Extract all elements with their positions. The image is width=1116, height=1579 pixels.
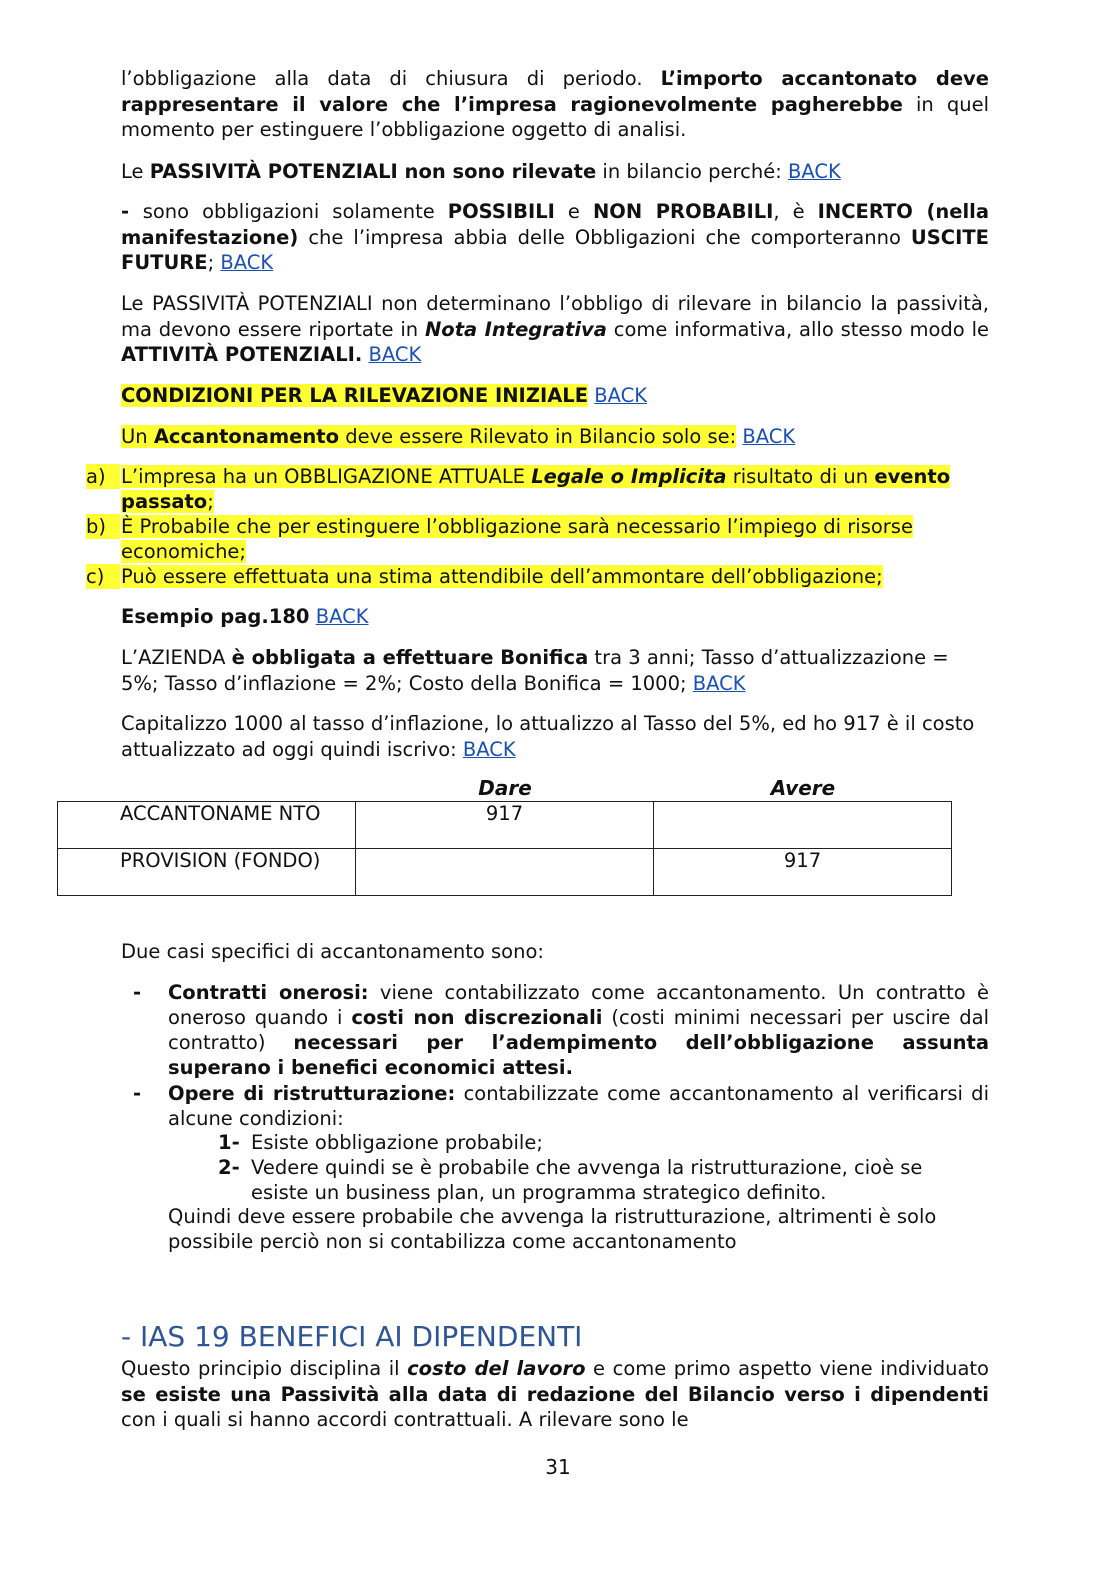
bold-text: PASSIVITÀ POTENZIALI non sono rilevate [149, 160, 597, 183]
bold-text: Accantonamento [153, 425, 339, 448]
bold-text: evento passato [121, 465, 951, 513]
list-marker: c) [86, 564, 120, 589]
table-cell-dare [356, 849, 654, 896]
text: ; [207, 251, 221, 274]
text: risultato di un [726, 465, 875, 488]
text: e [554, 200, 593, 223]
list-marker: 1- [218, 1131, 240, 1154]
paragraph-potential-liabilities [121, 159, 989, 185]
table-row [58, 802, 952, 849]
condition-item-b [86, 514, 986, 564]
text: ; [207, 490, 214, 513]
column-header-dare: Dare [478, 776, 532, 800]
bold-text: Contratti onerosi: [168, 981, 369, 1004]
table-cell-avere [654, 802, 952, 849]
text: Un [121, 425, 154, 448]
step-text: Esiste obbligazione probabile; [251, 1131, 543, 1154]
table-cell-dare: 917 [356, 802, 654, 849]
case-restructuring [121, 1081, 989, 1131]
back-link[interactable]: BACK [788, 160, 841, 183]
bold-text: NON PROBABILI [592, 200, 774, 223]
condition-item-c [86, 564, 986, 589]
back-link[interactable]: BACK [462, 737, 516, 761]
back-link[interactable]: BACK [315, 605, 369, 628]
text: Le PASSIVITÀ POTENZIALI non determinano l’obbligo di rilevare in bilancio la passività, ma devono essere riportate in [121, 292, 989, 341]
text: con i quali si hanno accordi contrattuali. A rilevare sono le [121, 1408, 689, 1431]
text: viene contabilizzato come accantonamento. Un contratto è oneroso quando i [168, 981, 989, 1029]
journal-entry-table [57, 801, 952, 896]
bold-text: se esiste una Passività alla data di redazione del Bilancio verso i dipendenti [121, 1382, 989, 1406]
heading-initial-recognition [121, 383, 989, 409]
back-link[interactable]: BACK [692, 671, 746, 695]
condition-item-a [86, 464, 986, 514]
list-marker: - [133, 981, 142, 1004]
paragraph-possible-obligations [121, 199, 989, 276]
highlighted-heading: CONDIZIONI PER LA RILEVAZIONE INIZIALE [121, 384, 589, 407]
step-item-2 [218, 1155, 978, 1205]
text: sono obbligazioni solamente [142, 200, 448, 223]
text: Capitalizzo 1000 al tasso d’inflazione, lo attualizzo al Tasso del 5%, ed ho 917 è il costo attualizzato ad oggi quindi iscrivo: [121, 712, 975, 761]
section-title: - IAS 19 BENEFICI AI DIPENDENTI [121, 1320, 583, 1353]
text: in quel momento per estinguere l’obbligazione oggetto di analisi. [121, 92, 990, 141]
paragraph-ias19 [121, 1356, 989, 1433]
bold-text: L’importo accantonato deve rappresentare il valore che l’impresa ragionevolmente pagherebbe [121, 67, 989, 116]
bold-text: INCERTO (nella manifestazione) [121, 200, 990, 249]
text: L’impresa ha un OBBLIGAZIONE ATTUALE [121, 465, 532, 488]
bold-italic-text: Legale o Implicita [531, 465, 727, 488]
text: l’obbligazione alla data di chiusura di periodo. [121, 67, 661, 90]
paragraph-nota-integrativa [121, 291, 989, 368]
back-link[interactable]: BACK [594, 384, 648, 407]
bold-italic-text: Nota Integrativa [424, 317, 607, 341]
list-marker: b) [86, 514, 120, 539]
text: tra 3 anni; Tasso d’attualizzazione = 5%; Tasso d’inflazione = 2%; Costo della Bonifica = 1000; [121, 646, 949, 695]
text: Può essere effettuata una stima attendibile dell’ammontare dell’obbligazione; [121, 565, 883, 588]
bold-italic-text: costo del lavoro [407, 1357, 586, 1380]
text: L’AZIENDA [121, 646, 232, 669]
example-heading [121, 604, 989, 630]
text: Le [121, 160, 150, 183]
table-cell-label: ACCANTONAME NTO [58, 802, 356, 849]
bold-text: USCITE FUTURE [121, 225, 989, 274]
bold-text: necessari per l’adempimento dell’obbligazione assunta superano i benefici economici attesi. [168, 1031, 989, 1079]
bold-text: POSSIBILI [447, 200, 555, 223]
text: (costi minimi necessari per uscire dal contratto) [168, 1006, 990, 1054]
bold-text: Opere di ristrutturazione: [168, 1082, 456, 1105]
paragraph-two-cases: Due casi specifici di accantonamento sono: [121, 940, 544, 963]
paragraph-obligation-value [121, 66, 989, 143]
table-cell-label: PROVISION (FONDO) [58, 849, 356, 896]
back-link[interactable]: BACK [220, 251, 274, 274]
page-number: 31 [545, 1455, 571, 1479]
text: Questo principio disciplina il [121, 1357, 408, 1380]
text: in bilancio perché: [596, 160, 788, 183]
list-marker: 2- [218, 1156, 240, 1179]
text: contabilizzate come accantonamento al verificarsi di alcune condizioni: [168, 1082, 989, 1130]
column-header-avere: Avere [770, 776, 836, 800]
back-link[interactable]: BACK [368, 343, 422, 366]
text: e come primo aspetto viene individuato [585, 1357, 989, 1380]
text: come informativa, allo stesso modo le [606, 317, 989, 341]
text: , è [773, 200, 818, 223]
text: deve essere Rilevato in Bilancio solo se: [339, 425, 737, 448]
text: che l’impresa abbia delle Obbligazioni che comporteranno [298, 225, 911, 249]
list-marker: - [133, 1082, 142, 1105]
bold-text: ATTIVITÀ POTENZIALI. [121, 343, 363, 366]
table-cell-avere: 917 [654, 849, 952, 896]
paragraph-example-data [121, 645, 989, 696]
paragraph-recognition-rule [121, 424, 989, 450]
bold-text: è obbligata a effettuare Bonifica [231, 646, 589, 669]
paragraph-restructuring-note: Quindi deve essere probabile che avvenga la ristrutturazione, altrimenti è solo possibile perciò non si contabilizza come accantonamento [168, 1205, 937, 1253]
table-row [58, 849, 952, 896]
text: È Probabile che per estinguere l’obbligazione sarà necessario l’impiego di risorse economiche; [121, 515, 913, 563]
bold-text: Esempio pag.180 [121, 605, 310, 628]
back-link[interactable]: BACK [742, 425, 796, 448]
step-text: Vedere quindi se è probabile che avvenga la ristrutturazione, cioè se esiste un business plan, un programma strategico definito. [251, 1156, 923, 1204]
bold-text: - [121, 200, 143, 223]
bold-text: costi non discrezionali [351, 1006, 603, 1029]
step-item-1 [218, 1130, 978, 1155]
case-onerous-contracts [121, 980, 989, 1080]
paragraph-example-calc [121, 711, 989, 762]
list-marker: a) [86, 464, 120, 489]
